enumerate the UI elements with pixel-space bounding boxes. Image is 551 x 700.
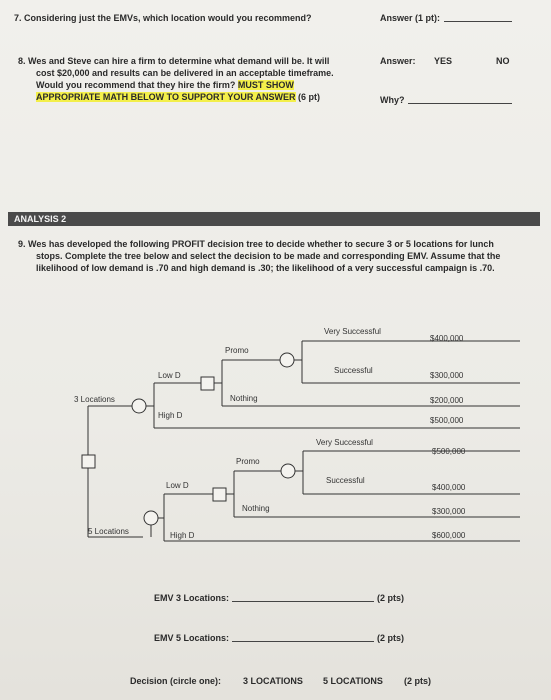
emv5-points: (2 pts)	[377, 633, 404, 643]
label-low-d-1: Low D	[158, 371, 181, 380]
decision-option-5-locations[interactable]: 5 LOCATIONS	[323, 676, 383, 686]
q8-answer-label: Answer:	[380, 56, 416, 66]
payoff-7: $300,000	[432, 507, 466, 516]
payoff-8: $600,000	[432, 531, 466, 540]
emv3-answer-line[interactable]	[232, 601, 374, 602]
emv5-answer-line[interactable]	[232, 641, 374, 642]
label-very-successful-1: Very Successful	[324, 327, 381, 336]
q8-must-show: MUST SHOW	[237, 80, 294, 90]
decision-node-1	[201, 377, 214, 390]
payoff-3: $200,000	[430, 396, 464, 405]
label-high-d-2: High D	[170, 531, 195, 540]
decision-node-2	[213, 488, 226, 501]
chance-node-promo-2	[281, 464, 295, 478]
chance-node-3-locations	[132, 399, 146, 413]
chance-node-5-locations	[144, 511, 158, 525]
decision-points: (2 pts)	[404, 676, 431, 686]
q7-answer-label: Answer (1 pt):	[380, 13, 441, 23]
q8-line2: cost $20,000 and results can be delivered in an acceptable timeframe.	[36, 68, 334, 78]
label-nothing-2: Nothing	[242, 504, 270, 513]
emv3-label: EMV 3 Locations:	[154, 593, 230, 603]
payoff-5: $500,000	[432, 447, 466, 456]
q8-line1: 8. Wes and Steve can hire a firm to determine what demand will be. It will	[18, 56, 330, 66]
emv5-label: EMV 5 Locations:	[154, 633, 230, 643]
q8-yes-option[interactable]: YES	[434, 56, 453, 66]
decision-option-3-locations[interactable]: 3 LOCATIONS	[243, 676, 303, 686]
label-successful-2: Successful	[326, 476, 365, 485]
q8-line4: APPROPRIATE MATH BELOW TO SUPPORT YOUR ANSWER	[36, 92, 296, 102]
payoff-2: $300,000	[430, 371, 464, 380]
root-decision-node	[82, 455, 95, 468]
decision-label: Decision (circle one):	[130, 676, 222, 686]
label-successful-1: Successful	[334, 366, 373, 375]
q8-no-option[interactable]: NO	[496, 56, 510, 66]
q9-line1: 9. Wes has developed the following PROFIT decision tree to decide whether to secure 3 or 5 locations for lunch	[18, 239, 494, 249]
q9-line2: stops. Complete the tree below and select the decision to be made and corresponding EMV. Assume that the	[36, 251, 501, 261]
emv3-points: (2 pts)	[377, 593, 404, 603]
q7-text: 7. Considering just the EMVs, which location would you recommend?	[14, 13, 312, 23]
q8-why-label: Why?	[380, 95, 405, 105]
label-3-locations: 3 Locations	[74, 395, 115, 404]
label-promo-1: Promo	[225, 346, 249, 355]
payoff-1: $400,000	[430, 334, 464, 343]
label-very-successful-2: Very Successful	[316, 438, 373, 447]
payoff-6: $400,000	[432, 483, 466, 492]
q8-points: (6 pt)	[298, 92, 321, 102]
label-promo-2: Promo	[236, 457, 260, 466]
label-high-d-1: High D	[158, 411, 183, 420]
chance-node-promo-1	[280, 353, 294, 367]
q9-line3: likelihood of low demand is .70 and high demand is .30; the likelihood of a very successful campaign is .70.	[36, 263, 495, 273]
label-low-d-2: Low D	[166, 481, 189, 490]
label-nothing-1: Nothing	[230, 394, 258, 403]
q8-line3: Would you recommend that they hire the firm?	[36, 80, 236, 90]
section-banner: ANALYSIS 2	[8, 212, 540, 226]
payoff-4: $500,000	[430, 416, 464, 425]
label-5-locations: 5 Locations	[88, 527, 129, 536]
